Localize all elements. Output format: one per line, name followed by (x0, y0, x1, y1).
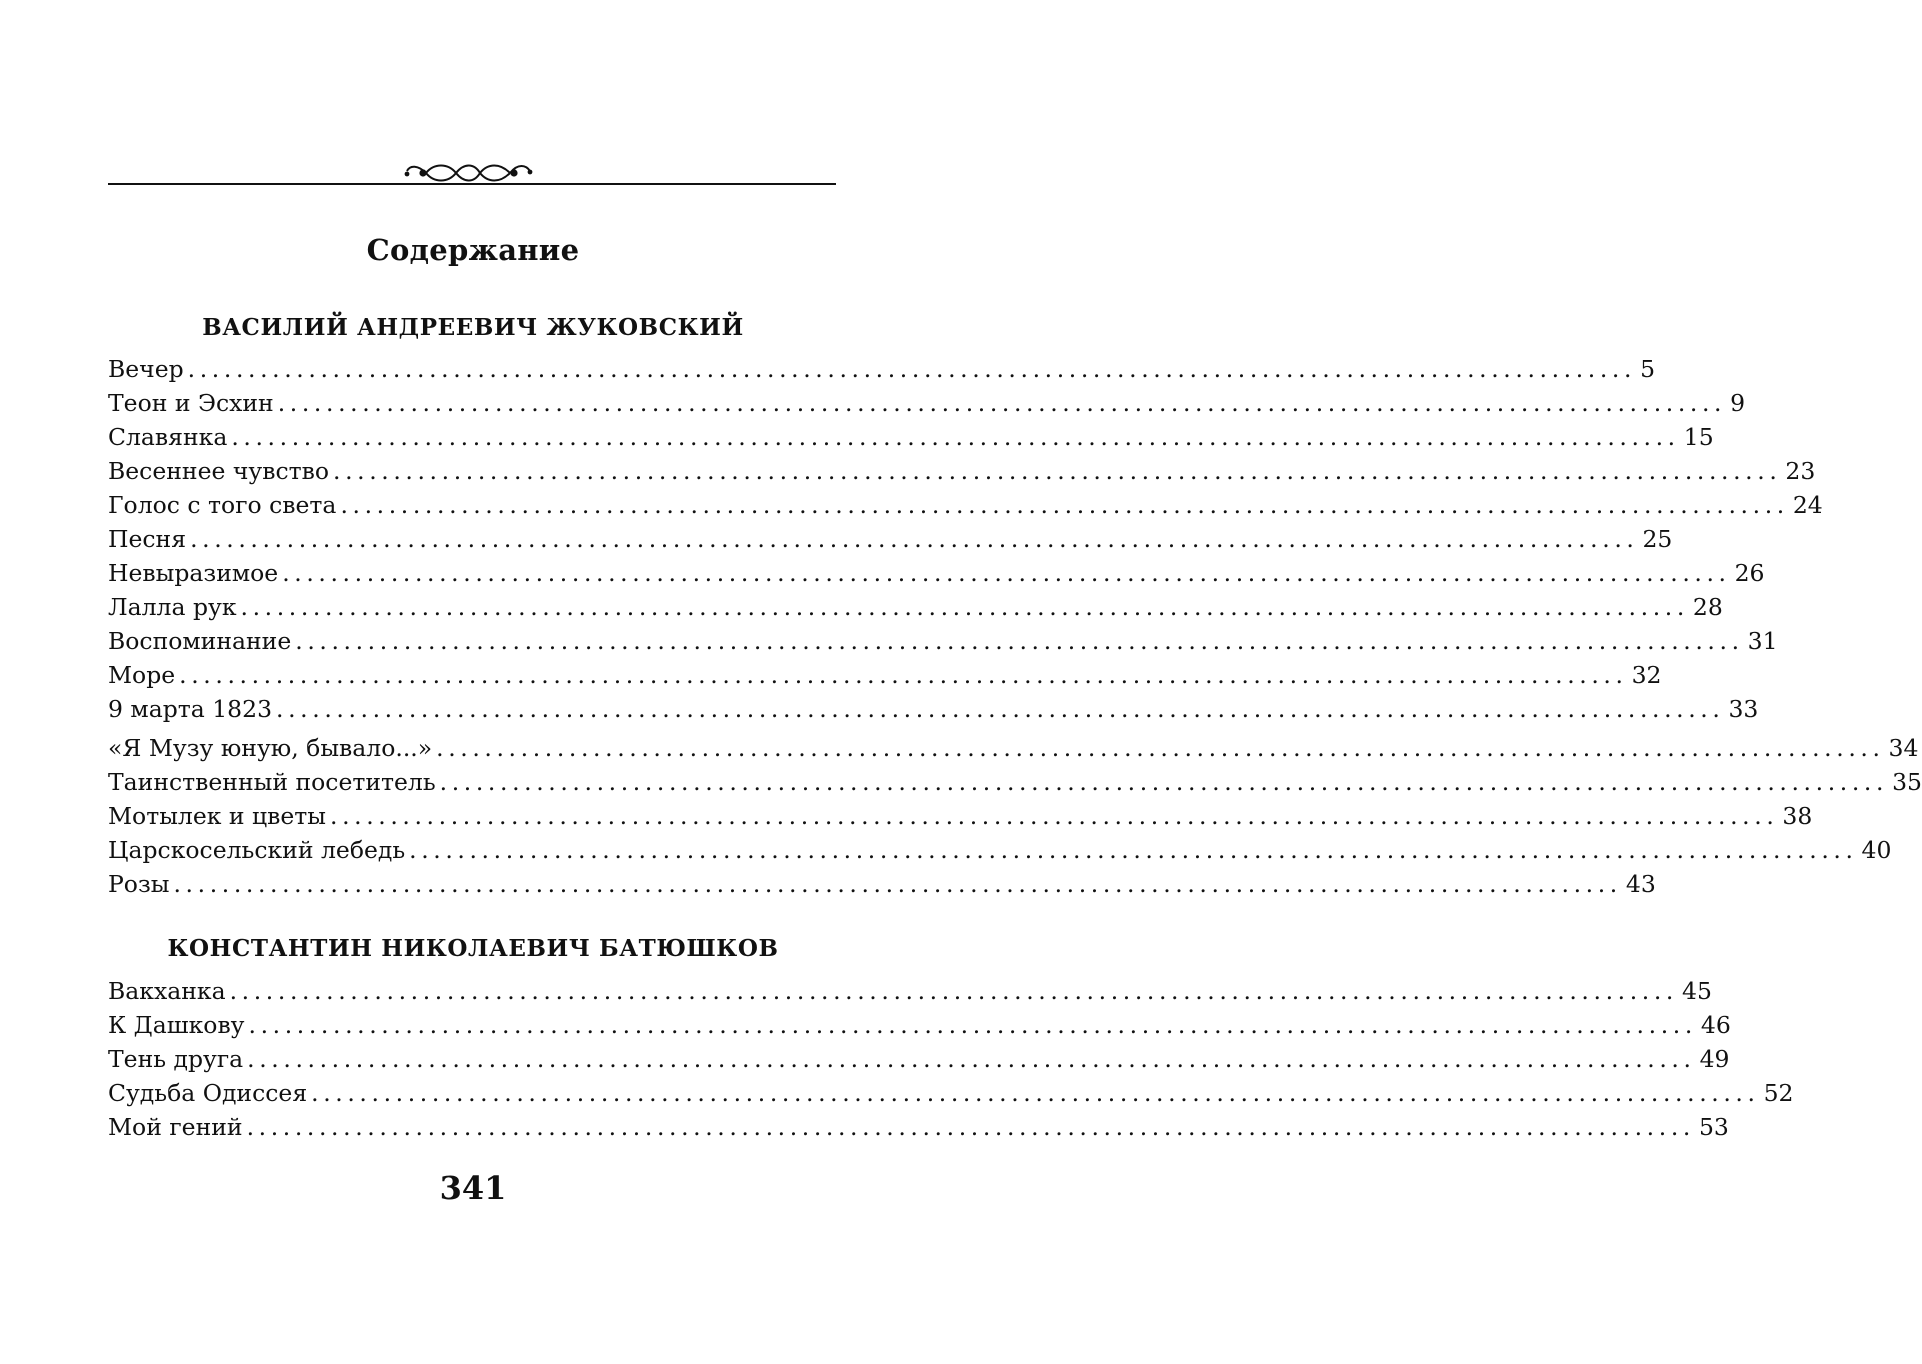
toc-entry[interactable] (108, 658, 1662, 692)
toc-entry-title: «Я Музу юную, бывало...» (108, 734, 433, 762)
toc-entry[interactable] (108, 1076, 1794, 1110)
dot-leader: ........................................................................................................................ (190, 525, 1639, 553)
toc-entry-title: К Дашкову (108, 1011, 245, 1039)
dot-leader: ........................................................................................................................ (246, 1113, 1695, 1141)
dot-leader: ........................................................................................................................ (277, 389, 1727, 417)
toc-entry-title: Судьба Одиссея (108, 1079, 308, 1107)
toc-entry-title: Невыразимое (108, 559, 279, 587)
dot-leader: ........................................................................................................................ (282, 559, 1731, 587)
toc-entry[interactable] (108, 867, 1656, 901)
toc-entry[interactable] (108, 420, 1714, 454)
dot-leader: ........................................................................................................................ (187, 355, 1637, 383)
toc-entry-page: 23 (1785, 457, 1816, 485)
contents-title: Содержание (366, 233, 580, 267)
toc-entry-page: 45 (1682, 977, 1712, 1005)
toc-entry[interactable] (108, 590, 1723, 624)
toc-entry[interactable] (108, 1042, 1730, 1076)
dot-leader: ........................................................................................................................ (248, 1011, 1697, 1039)
toc-entry[interactable] (108, 522, 1673, 556)
dot-leader: ........................................................................................................................ (276, 695, 1725, 723)
dot-leader: ........................................................................................................................ (179, 661, 1628, 689)
toc-entry-title: Песня (108, 525, 187, 553)
toc-entry-page: 46 (1700, 1011, 1731, 1039)
toc-entry[interactable] (108, 488, 1823, 522)
dot-leader: ........................................................................................................................ (231, 423, 1680, 451)
toc-entry[interactable] (108, 799, 1813, 833)
toc-entry[interactable] (108, 1110, 1729, 1144)
toc-entry-title: Мотылек и цветы (108, 802, 326, 830)
toc-entry-page: 43 (1625, 870, 1656, 898)
dot-leader: ........................................................................................................................ (247, 1045, 1696, 1073)
toc-entry[interactable] (108, 974, 1712, 1008)
section-author-batyushkov: КОНСТАНТИН НИКОЛАЕВИЧ БАТЮШКОВ (167, 935, 779, 962)
toc-entry-page: 25 (1642, 525, 1673, 553)
toc-entry-title: Таинственный посетитель (108, 768, 436, 796)
toc-entry-page: 34 (1888, 734, 1919, 762)
toc-entry-title: Море (108, 661, 176, 689)
toc-list-zhukovsky (108, 352, 1922, 901)
toc-entry-page: 28 (1692, 593, 1723, 621)
toc-entry-page: 53 (1698, 1113, 1729, 1141)
toc-entry-page: 33 (1728, 695, 1759, 723)
toc-entry-page: 31 (1747, 627, 1778, 655)
toc-entry-title: Весеннее чувство (108, 457, 329, 485)
toc-entry[interactable] (108, 454, 1816, 488)
toc-entry-page: 38 (1782, 802, 1813, 830)
toc-entry[interactable] (108, 624, 1778, 658)
dot-leader: ........................................................................................................................ (409, 836, 1858, 864)
toc-entry-page: 52 (1763, 1079, 1794, 1107)
toc-entry-title: Царскосельский лебедь (108, 836, 406, 864)
toc-entry-title: Славянка (108, 423, 228, 451)
toc-entry[interactable] (108, 556, 1765, 590)
toc-entry-page: 15 (1683, 423, 1714, 451)
dot-leader: ........................................................................................................................ (340, 491, 1789, 519)
toc-entry[interactable] (108, 692, 1759, 726)
toc-entry-title: Вечер (108, 355, 184, 383)
dot-leader: ........................................................................................................................ (436, 734, 1885, 762)
section-author-zhukovsky: ВАСИЛИЙ АНДРЕЕВИЧ ЖУКОВСКИЙ (202, 314, 744, 341)
toc-entry-page: 26 (1734, 559, 1765, 587)
toc-entry-page: 32 (1631, 661, 1662, 689)
toc-entry-page: 5 (1640, 355, 1656, 383)
toc-entry-title: Теон и Эсхин (108, 389, 274, 417)
toc-entry[interactable] (108, 386, 1746, 420)
toc-entry-page: 49 (1699, 1045, 1730, 1073)
toc-entry-page: 9 (1730, 389, 1746, 417)
toc-entry-title: 9 марта 1823 (108, 695, 273, 723)
header-ornament (108, 152, 836, 192)
toc-entry-title: Розы (108, 870, 170, 898)
toc-entry[interactable] (108, 1008, 1731, 1042)
dot-leader: ........................................................................................................................ (311, 1079, 1760, 1107)
toc-entry-title: Лалла рук (108, 593, 237, 621)
page-number: 341 (439, 1169, 507, 1207)
toc-entry-page: 24 (1792, 491, 1823, 519)
flourish-divider-icon (108, 152, 836, 192)
dot-leader: ........................................................................................................................ (333, 457, 1782, 485)
dot-leader: ........................................................................................................................ (229, 977, 1678, 1005)
toc-entry-title: Мой гений (108, 1113, 243, 1141)
toc-entry-page: 35 (1892, 768, 1922, 796)
toc-entry-title: Вакханка (108, 977, 226, 1005)
dot-leader: ........................................................................................................................ (240, 593, 1689, 621)
toc-entry[interactable] (108, 765, 1922, 799)
toc-entry[interactable] (108, 352, 1656, 386)
toc-entry-title: Тень друга (108, 1045, 244, 1073)
dot-leader: ........................................................................................................................ (295, 627, 1744, 655)
toc-entry-title: Голос с того света (108, 491, 337, 519)
toc-entry[interactable] (108, 833, 1892, 867)
toc-entry-page: 40 (1861, 836, 1892, 864)
toc-entry-title: Воспоминание (108, 627, 292, 655)
toc-list-batyushkov (108, 974, 1794, 1144)
dot-leader: ........................................................................................................................ (439, 768, 1889, 796)
dot-leader: ........................................................................................................................ (330, 802, 1779, 830)
toc-entry[interactable] (108, 731, 1919, 765)
dot-leader: ........................................................................................................................ (173, 870, 1622, 898)
